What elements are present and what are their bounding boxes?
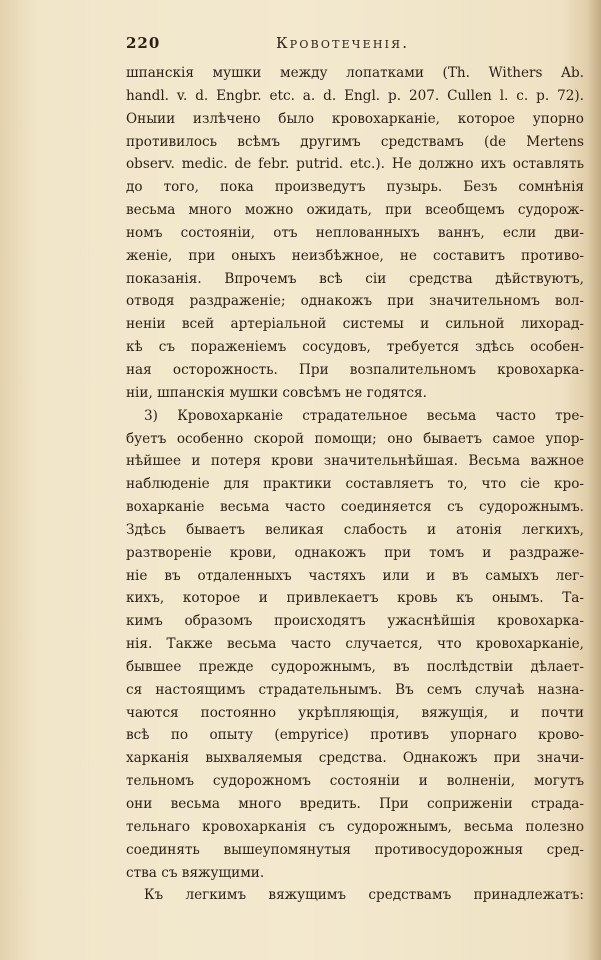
page-number: 220 (126, 34, 161, 52)
text-line: всѣ по опыту (empyrice) противъ упорнаго крово- (126, 727, 584, 744)
text-line: они весьма много вредить. При соприженіи страда- (126, 796, 584, 812)
text-line: нія. Также весьма часто случается, что кровохарканіе, (126, 636, 584, 653)
text-line: буетъ особенно скорой помощи; оно бываетъ самое упор- (126, 430, 584, 447)
text-line: handl. v. d. Engbr. etc. a. d. Engl. p. 207. Cullen l. c. p. 72). (126, 87, 584, 104)
text-line: весьма много можно ожидать, при всеобщемъ судорож- (126, 202, 584, 219)
text-line: нѣйшее и потеря крови значительнѣйшая. Весьма важное (126, 453, 584, 470)
text-line: харканія выхваляемыя средства. Однакожъ при значи- (126, 750, 584, 767)
text-line: до того, пока произведутъ пузырь. Безъ сомнѣнія (126, 179, 584, 196)
text-line: observ. medic. de febr. putrid. etc.). Не должно ихъ оставлять (126, 156, 584, 173)
text-line: ная осторожность. При возпалительномъ кровохарка- (126, 361, 584, 378)
text-line: ніи, шпанскія мушки совсѣмъ не годятся. (126, 384, 427, 401)
text-line: бывшее прежде судорожнымъ, въ послѣдствіи дѣлает- (126, 658, 584, 675)
text-line: номъ состояніи, отъ неплованныхъ ваннъ, если дви- (126, 224, 584, 241)
text-line: показанія. Впрочемъ всѣ сіи средства дѣйствуютъ, (126, 270, 584, 287)
text-line: Оныии излѣчено было кровохарканіе, которое упорно (126, 110, 584, 127)
text-line: соединять вышеупомянутыя противосудорожныя сред- (126, 841, 584, 858)
text-line: 3) Кровохарканіе страдательное весьма часто тре- (144, 407, 584, 424)
text-line: шпанскія мушки между лопатками (Th. Withers Ab. (126, 65, 584, 81)
text-line: Здѣсь бываетъ великая слабость и атонія легкихъ, (126, 521, 584, 538)
text-line: ся настоящимъ страдательнымъ. Въ семъ случаѣ назна- (126, 681, 584, 698)
text-line: противилось всѣмъ другимъ средствамъ (de Mertens (126, 133, 584, 150)
text-line: женіе, при оныхъ неизбѣжное, не составитъ противо- (126, 247, 584, 264)
page-gutter-shadow (587, 0, 601, 960)
text-line: кимъ образомъ происходятъ ужаснѣйшія кровохарка- (126, 613, 584, 630)
text-line: наблюденіе для практики составляетъ то, что сіе кро- (126, 476, 584, 493)
text-line: неніи всей артеріальной системы и сильной лихорад- (126, 316, 584, 333)
text-line: вохарканіе весьма часто соединяется съ судорожнымъ. (126, 499, 584, 516)
running-title: Кровотеченія. (276, 34, 410, 52)
page-header (126, 34, 586, 60)
text-line: отводя раздраженіе; однакожъ при значительномъ вол- (126, 293, 584, 310)
text-line: разтвореніе крови, однакожъ при томъ и раздраже- (126, 544, 584, 561)
text-line: ніе въ отдаленныхъ частяхъ или и въ самыхъ лег- (126, 567, 584, 584)
text-line: тельномъ судорожномъ состояніи и волненіи, могутъ (126, 773, 584, 790)
text-line: Къ легкимъ вяжущимъ средствамъ принадлежатъ: (144, 887, 584, 904)
text-line: чаются постоянно укрѣпляющія, вяжущія, и почти (126, 704, 584, 721)
text-line: тельнаго кровохарканія съ судорожнымъ, весьма полезно (126, 818, 584, 835)
text-line: ства съ вяжущими. (126, 864, 265, 881)
text-line: кѣ съ пораженіемъ сосудовъ, требуется здѣсь особен- (126, 339, 584, 356)
body-text (126, 62, 584, 907)
text-line: кихъ, которое и привлекаетъ кровь къ онымъ. Та- (126, 590, 584, 607)
